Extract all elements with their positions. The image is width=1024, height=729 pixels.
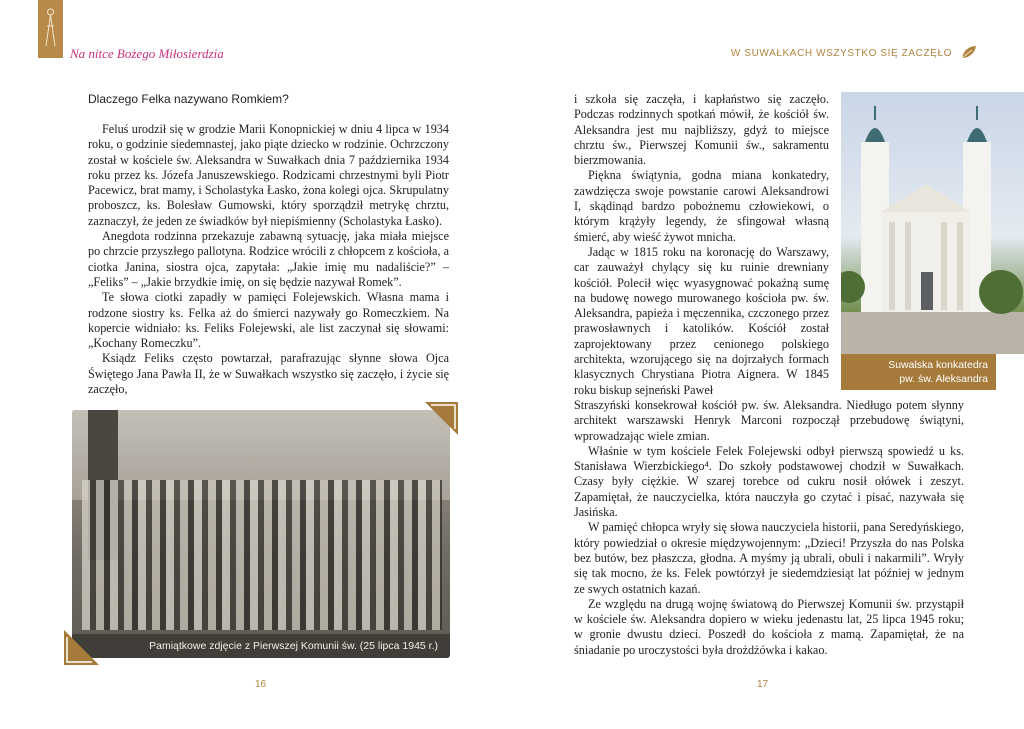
paragraph: Ksiądz Feliks często powtarzał, parafrazując słynne słowa Ojca Świętego Jana Pawła II, że w Suwałkach wszystko się zaczęło, i życie się zaczęło, <box>88 351 449 397</box>
page-number: 16 <box>255 679 267 690</box>
leaf-icon <box>960 44 978 60</box>
communion-photo <box>72 410 450 658</box>
photo-caption: Pamiątkowe zdjęcie z Pierwszej Komunii św. (25 lipca 1945 r.) <box>72 634 450 658</box>
paragraph: Straszyński konsekrował kościół pw. św. Aleksandra. Niedługo potem słynny architekt warszawski Henryk Marconi rozpoczął przebudowę świątyni, wprowadzając wiele zmian. <box>574 398 964 443</box>
left-body-text <box>88 122 449 397</box>
church-caption-line: Suwalska konkatedra <box>888 359 988 371</box>
photo-children-group <box>82 480 442 630</box>
paragraph: Anegdota rodzinna przekazuje zabawną sytuację, jaka miała miejsce po chrzcie przyszłego pallotyna. Rodzice wrócili z chłopcem z kościoła, a ciotka Janina, siostra ojca, zapytała: „Jakie imię mu nadaliście?” – „Feliks” – „Jakie brzydkie imię, on się będzie nazywał Romek”. <box>88 229 449 289</box>
paragraph: Te słowa ciotki zapadły w pamięci Folejewskich. Własna mama i rodzone siostry ks. Felka aż do śmierci nazywały go Romeczkiem. Na kopercie widniało: ks. Feliks Folejewski, ale list zaczynał się słowami: „Kochany Romeczku”. <box>88 290 449 351</box>
page-number: 17 <box>757 679 769 690</box>
church-photo <box>841 92 1024 354</box>
right-body-text-narrow <box>574 92 829 398</box>
corner-ornament-icon <box>64 630 99 665</box>
saint-figure-icon <box>43 6 58 50</box>
right-page <box>512 0 1024 729</box>
corner-ornament-icon <box>425 402 458 435</box>
paragraph: Właśnie w tym kościele Felek Folejewski odbył pierwszą spowiedź u ks. Stanisława Wierzbickiego⁴. Do szkoły podstawowej chodził w Suwałkach. Czasy były ciężkie. W szarej torebce od cukru nosił ołówek i zeszyt. Zapamiętał, że nauczycielka, która nauczyła go czytać i pisać, nazywała się Jasińska. <box>574 443 964 520</box>
paragraph: i szkoła się zaczęła, i kapłaństwo się zaczęło. Podczas rodzinnych spotkań mówił, że kościół św. Aleksandra jest mu najbliższy, gdyż to miejsce chrztu św., Pierwszej Komunii św., sakramentu bierzmowania. <box>574 92 829 168</box>
right-body-text-wide <box>574 398 964 658</box>
church-caption-line: pw. św. Aleksandra <box>899 373 988 385</box>
paragraph: Piękna świątynia, godna miana konkatedry, zawdzięcza swoje powstanie carowi Aleksandrowi I, skądinąd bardzo pobożnemu człowiekowi, o którym krążyły legendy, że sfingował własną śmierć, aby wieść żywot mnicha. <box>574 168 829 244</box>
paragraph: Feluś urodził się w grodzie Marii Konopnickiej w dniu 4 lipca w 1934 roku, o godzinie siedemnastej, jako piąte dziecko w rodzinie. Ochrzczony został w kościele św. Aleksandra w Suwałkach dnia 7 października 1934 roku przez ks. Józefa Januszewskiego. Rodzicami chrzestnymi byli Piotr Pacewicz, brat mamy, i Scholastyka Łasko, żona kolegi ojca. Skrupulatny proboszcz, ks. Bolesław Gumowski, który sporządził metrykę chrztu, zaznaczył, że jeden ze świadków był niepiśmienny (Scholastyka Łasko). <box>88 122 449 228</box>
chapter-title: W SUWAŁKACH WSZYSTKO SIĘ ZACZĘŁO <box>730 48 952 59</box>
book-title: Na nitce Bożego Miłosierdzia <box>70 46 224 61</box>
church-illustration <box>841 92 1024 354</box>
paragraph: Ze względu na drugą wojnę światową do Pierwszej Komunii św. przystąpił w kościele św. Aleksandra dopiero w wieku jedenastu lat, 25 lipca 1945 roku; w gronie dwustu dzieci. Poszedł do kościoła z mamą. Zapamiętał, że na śniadanie po uroczystości była drożdżówka i kakao. <box>574 596 964 657</box>
section-heading: Dlaczego Felka nazywano Romkiem? <box>88 92 289 106</box>
paragraph: Jadąc w 1815 roku na koronację do Warszawy, car zauważył chylący się ku ruinie drewniany kościół. Polecił więc wyasygnować pokaźną sumę na budowę nowego murowanego kościoła pw. św. Aleksandra, papieża i męczennika, czczonego przez prawosławnych i katolików. Kościół został zaprojektowany przez cenionego polskiego architekta, wzorującego się na dojrzałych formach klasycznych Chrystiana Piotra Aignera. W 1845 roku biskup sejneński Paweł <box>574 244 829 397</box>
church-caption <box>841 354 996 390</box>
paragraph: W pamięć chłopca wryły się słowa nauczyciela historii, pana Seredyńskiego, który powiedział o okresie międzywojennym: „Dzieci! Przyszła do nas Polska bez butów, bez płaszcza, głodna. A myśmy ją ubrali, obuli i nakarmili”. Wryły się tak mocno, że ks. Felek powtórzył je siedemdziesiąt lat później w jednym ze swych ostatnich kazań. <box>574 520 964 596</box>
header-ribbon <box>38 0 63 58</box>
